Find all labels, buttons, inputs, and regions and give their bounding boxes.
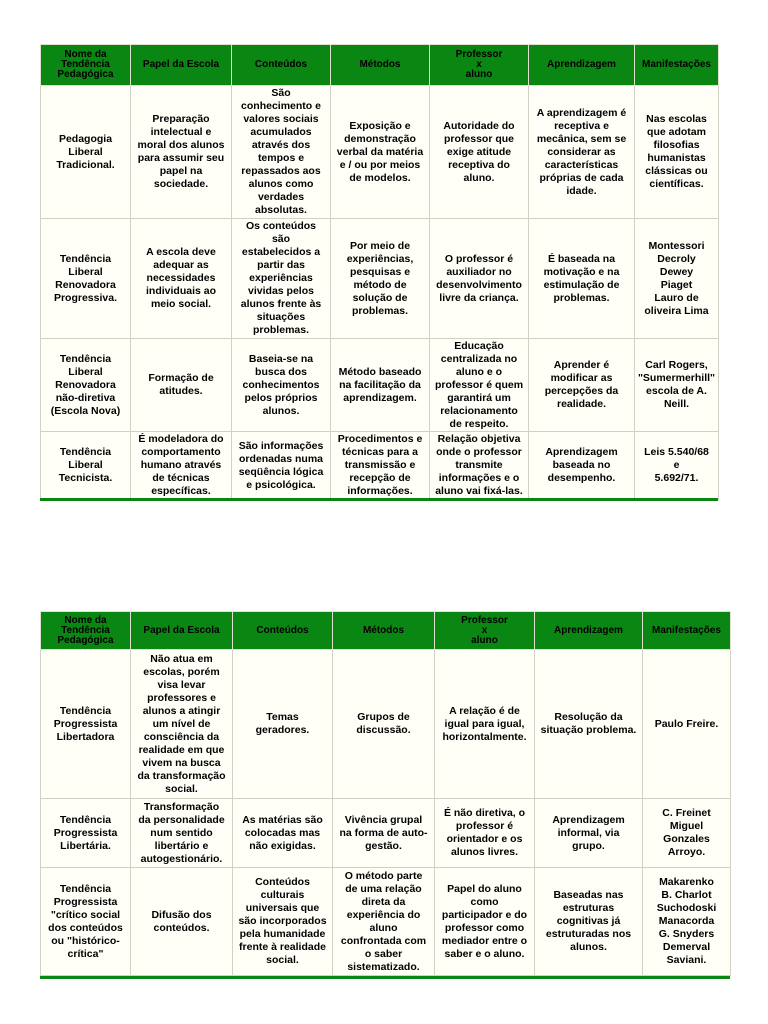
cell-aprendizagem: Aprendizagem informal, via grupo. — [535, 799, 643, 868]
cell-professor-aluno: Educação centralizada no aluno e o professor é quem garantirá um relacionamento de respeito. — [430, 339, 529, 432]
cell-papel-escola: A escola deve adequar as necessidades individuais ao meio social. — [131, 219, 232, 339]
header-conteudos: Conteúdos — [232, 45, 331, 86]
table-row — [41, 219, 719, 339]
cell-papel-escola: É modeladora do comportamento humano através de técnicas específicas. — [131, 432, 232, 500]
cell-manifestacoes: Nas escolas que adotam filosofias humanistas clássicas ou científicas. — [635, 86, 719, 219]
tendency-name: Tendência Liberal Renovadora não-diretiva (Escola Nova) — [41, 339, 131, 432]
cell-aprendizagem: Aprender é modificar as percepções da realidade. — [529, 339, 635, 432]
table-bottom-border — [40, 498, 718, 501]
table-header-row — [41, 612, 731, 650]
table-row — [41, 799, 731, 868]
table-bottom-border — [40, 976, 730, 979]
header-professor-aluno: Professor x aluno — [435, 612, 535, 650]
header-papel-escola: Papel da Escola — [131, 45, 232, 86]
cell-papel-escola: Transformação da personalidade num sentido libertário e autogestionário. — [131, 799, 233, 868]
header-aprendizagem: Aprendizagem — [535, 612, 643, 650]
cell-papel-escola: Difusão dos conteúdos. — [131, 868, 233, 976]
cell-metodos: Por meio de experiências, pesquisas e método de solução de problemas. — [331, 219, 430, 339]
table-liberal-tendencies — [40, 44, 719, 500]
tendency-name: Tendência Progressista Libertária. — [41, 799, 131, 868]
cell-manifestacoes: Carl Rogers, "Sumermerhill" escola de A. Neill. — [635, 339, 719, 432]
cell-aprendizagem: Resolução da situação problema. — [535, 650, 643, 799]
cell-professor-aluno: É não diretiva, o professor é orientador e os alunos livres. — [435, 799, 535, 868]
header-metodos: Métodos — [331, 45, 430, 86]
cell-manifestacoes: Makarenko B. Charlot Suchodoski Manacorda G. Snyders Demerval Saviani. — [643, 868, 731, 976]
table-row — [41, 868, 731, 976]
cell-conteudos: São conhecimento e valores sociais acumulados através dos tempos e repassados aos alunos como verdades absolutas. — [232, 86, 331, 219]
cell-conteudos: São informações ordenadas numa seqüência lógica e psicológica. — [232, 432, 331, 500]
table-row — [41, 339, 719, 432]
cell-conteudos: As matérias são colocadas mas não exigidas. — [233, 799, 333, 868]
table-row — [41, 86, 719, 219]
cell-papel-escola: Não atua em escolas, porém visa levar professores e alunos a atingir um nível de consciência da realidade em que vivem na busca da transformação social. — [131, 650, 233, 799]
header-nome-tendencia: Nome da Tendência Pedagógica — [41, 612, 131, 650]
cell-conteudos: Temas geradores. — [233, 650, 333, 799]
cell-metodos: O método parte de uma relação direta da experiência do aluno confrontada com o saber sistematizado. — [333, 868, 435, 976]
header-aprendizagem: Aprendizagem — [529, 45, 635, 86]
cell-aprendizagem: A aprendizagem é receptiva e mecânica, sem se considerar as características próprias de cada idade. — [529, 86, 635, 219]
cell-conteudos: Baseia-se na busca dos conhecimentos pelos próprios alunos. — [232, 339, 331, 432]
cell-metodos: Vivência grupal na forma de auto- gestão. — [333, 799, 435, 868]
cell-manifestacoes: Leis 5.540/68 e 5.692/71. — [635, 432, 719, 500]
tendency-name: Tendência Liberal Renovadora Progressiva. — [41, 219, 131, 339]
table-header-row — [41, 45, 719, 86]
header-professor-aluno: Professor x aluno — [430, 45, 529, 86]
cell-professor-aluno: A relação é de igual para igual, horizontalmente. — [435, 650, 535, 799]
cell-manifestacoes: Montessori Decroly Dewey Piaget Lauro de oliveira Lima — [635, 219, 719, 339]
table-row — [41, 650, 731, 799]
cell-conteudos: Conteúdos culturais universais que são incorporados pela humanidade frente à realidade social. — [233, 868, 333, 976]
header-manifestacoes: Manifestações — [643, 612, 731, 650]
header-nome-tendencia: Nome da Tendência Pedagógica — [41, 45, 131, 86]
table-progressive-tendencies — [40, 611, 731, 976]
tendency-name: Pedagogia Liberal Tradicional. — [41, 86, 131, 219]
header-papel-escola: Papel da Escola — [131, 612, 233, 650]
cell-manifestacoes: Paulo Freire. — [643, 650, 731, 799]
table-row — [41, 432, 719, 500]
header-conteudos: Conteúdos — [233, 612, 333, 650]
cell-papel-escola: Formação de atitudes. — [131, 339, 232, 432]
cell-professor-aluno: Autoridade do professor que exige atitude receptiva do aluno. — [430, 86, 529, 219]
cell-manifestacoes: C. Freinet Miguel Gonzales Arroyo. — [643, 799, 731, 868]
cell-metodos: Grupos de discussão. — [333, 650, 435, 799]
cell-aprendizagem: Baseadas nas estruturas cognitivas já estruturadas nos alunos. — [535, 868, 643, 976]
header-manifestacoes: Manifestações — [635, 45, 719, 86]
cell-aprendizagem: É baseada na motivação e na estimulação de problemas. — [529, 219, 635, 339]
cell-papel-escola: Preparação intelectual e moral dos alunos para assumir seu papel na sociedade. — [131, 86, 232, 219]
tendency-name: Tendência Progressista Libertadora — [41, 650, 131, 799]
cell-metodos: Exposição e demonstração verbal da matéria e / ou por meios de modelos. — [331, 86, 430, 219]
tendency-name: Tendência Progressista "crítico social dos conteúdos ou "histórico- crítica" — [41, 868, 131, 976]
cell-professor-aluno: Papel do aluno como participador e do professor como mediador entre o saber e o aluno. — [435, 868, 535, 976]
cell-conteudos: Os conteúdos são estabelecidos a partir das experiências vividas pelos alunos frente às situações problemas. — [232, 219, 331, 339]
header-metodos: Métodos — [333, 612, 435, 650]
cell-aprendizagem: Aprendizagem baseada no desempenho. — [529, 432, 635, 500]
tendency-name: Tendência Liberal Tecnicista. — [41, 432, 131, 500]
cell-professor-aluno: O professor é auxiliador no desenvolvimento livre da criança. — [430, 219, 529, 339]
cell-metodos: Método baseado na facilitação da aprendizagem. — [331, 339, 430, 432]
cell-professor-aluno: Relação objetiva onde o professor transmite informações e o aluno vai fixá-las. — [430, 432, 529, 500]
cell-metodos: Procedimentos e técnicas para a transmissão e recepção de informações. — [331, 432, 430, 500]
